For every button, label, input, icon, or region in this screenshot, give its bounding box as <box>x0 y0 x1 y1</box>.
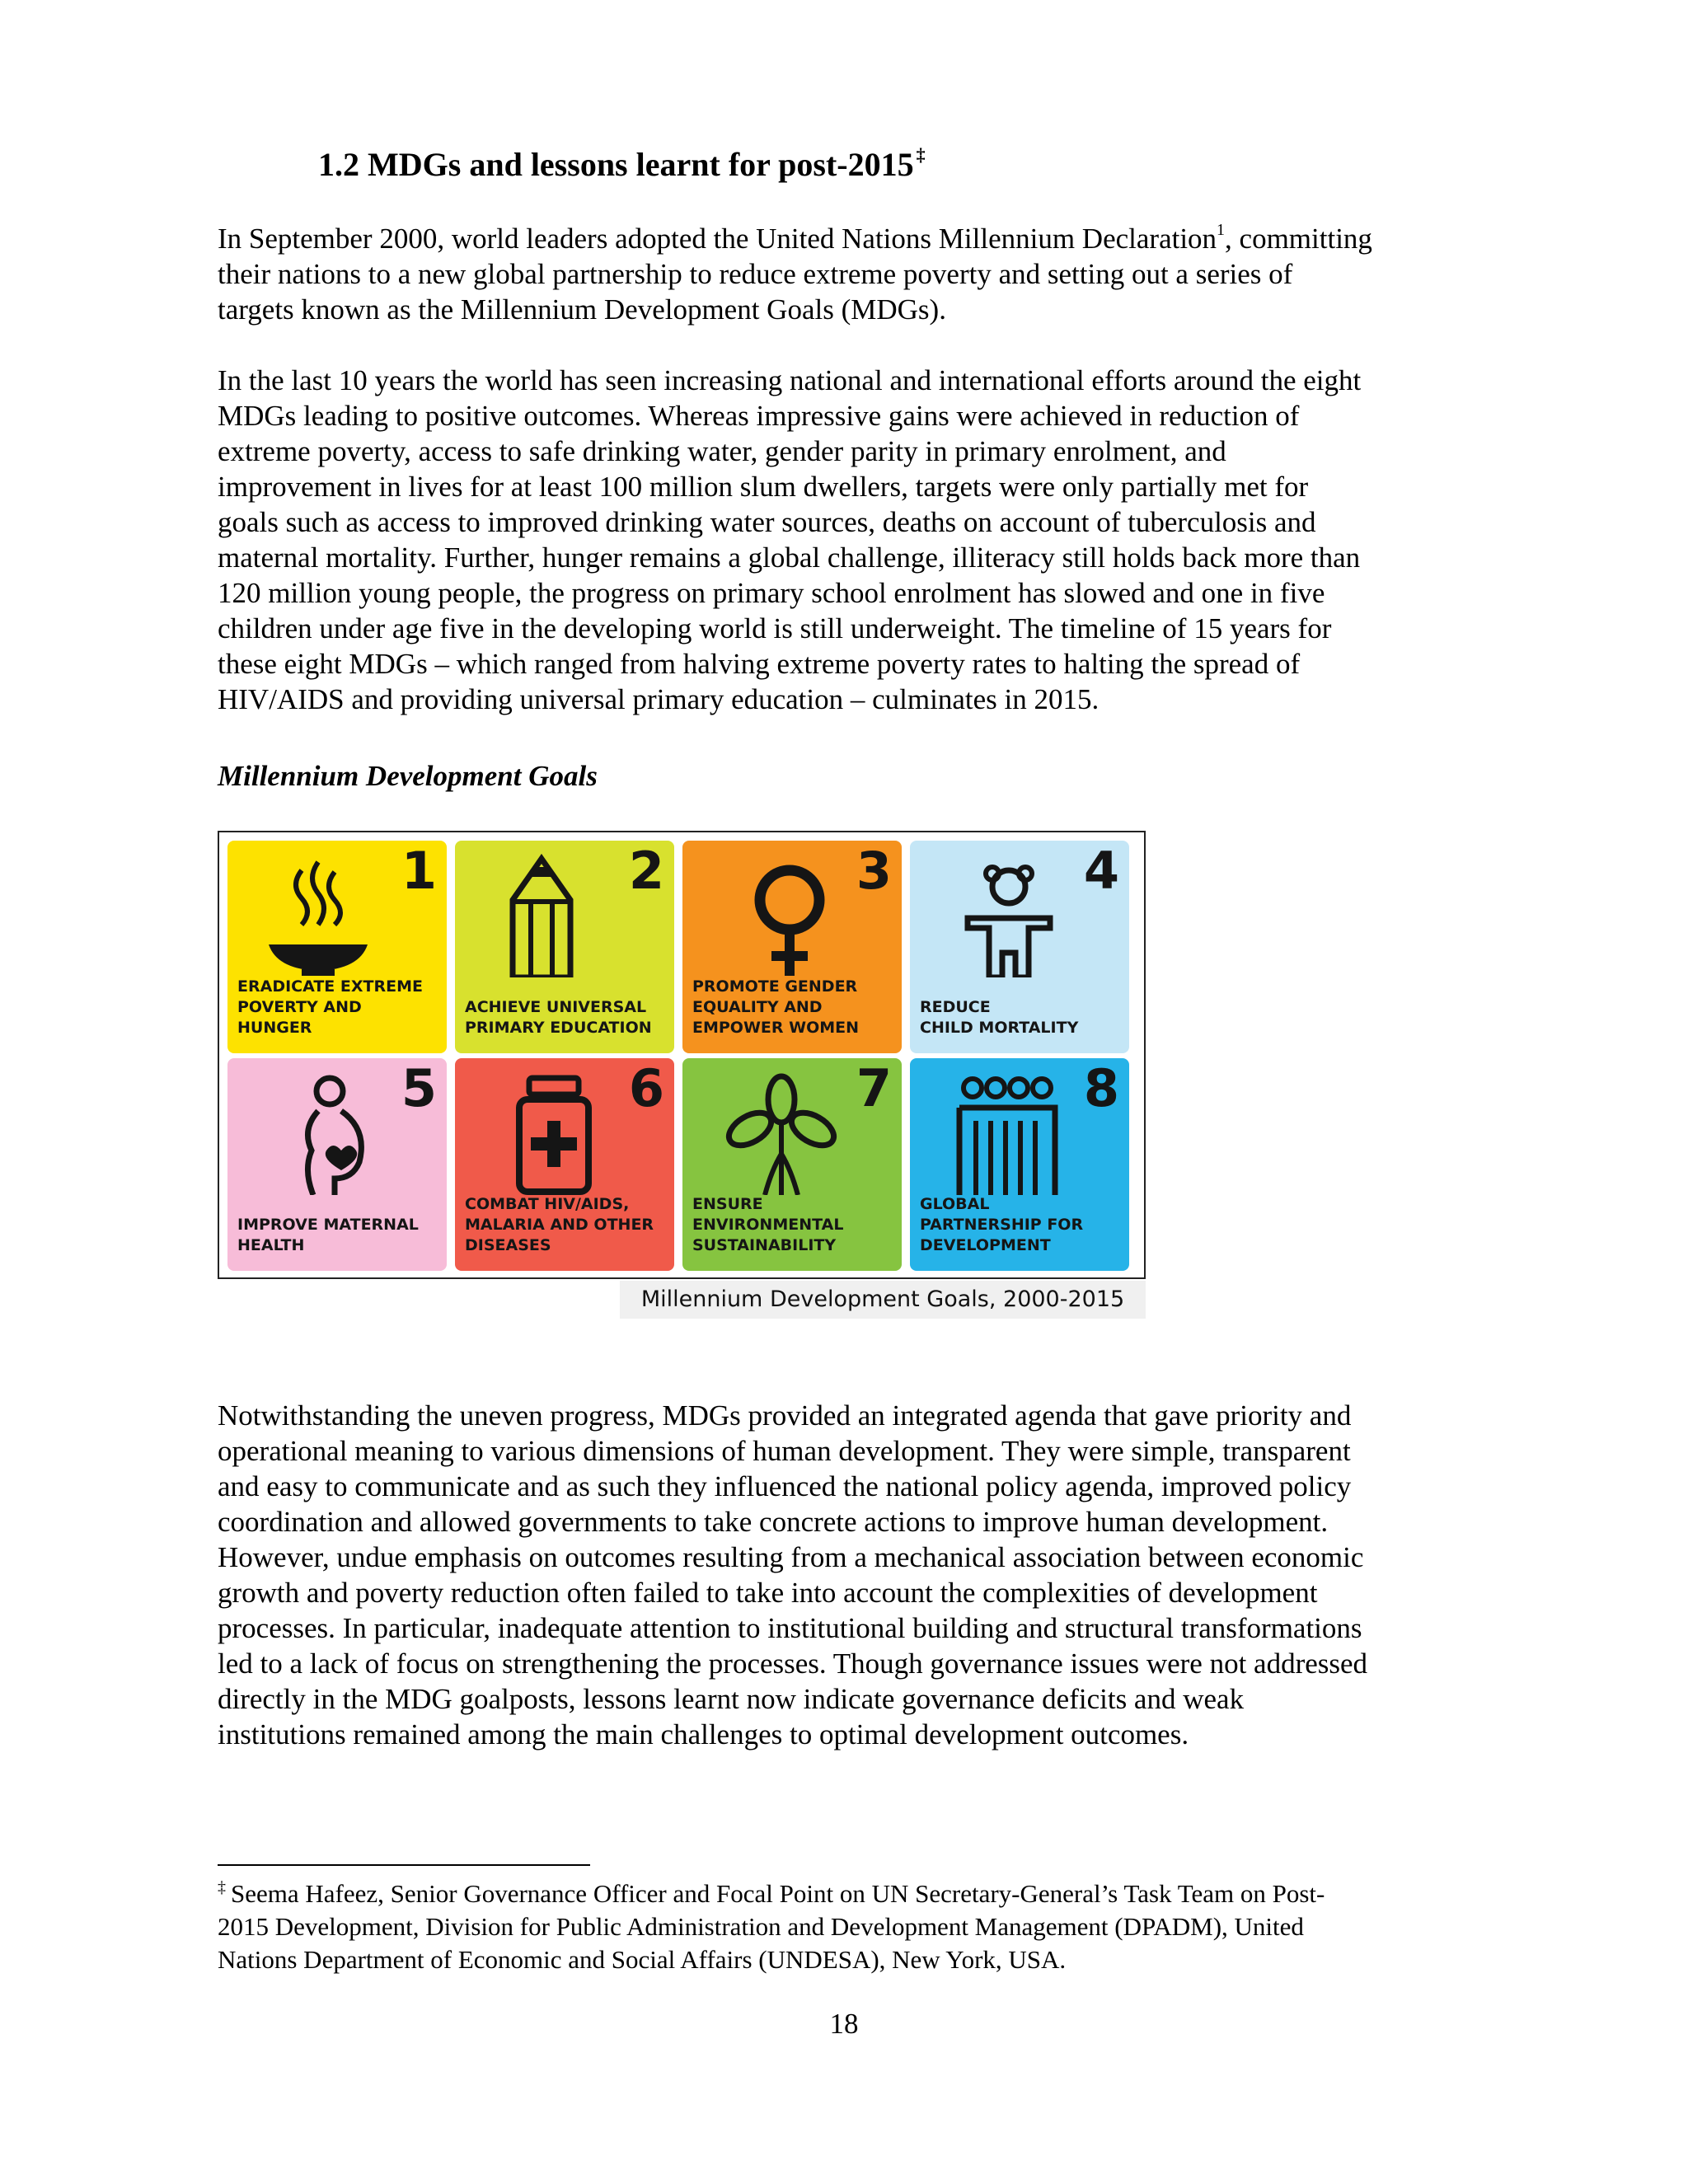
goal-number: 5 <box>401 1058 437 1118</box>
goal-label: ERADICATE EXTREME POVERTY AND HUNGER <box>237 977 423 1037</box>
goal-label: GLOBAL PARTNERSHIP FOR DEVELOPMENT <box>920 1195 1084 1254</box>
paragraph-line: institutions remained among the main challenges to optimal development outcomes. <box>218 1718 1189 1750</box>
footnote-line: 2015 Development, Division for Public Administration and Development Management (DPADM), United <box>218 1912 1304 1941</box>
footnote-line: ‡ Seema Hafeez, Senior Governance Officer and Focal Point on UN Secretary-General’s Task Team on Post- <box>218 1878 1325 1908</box>
paragraph-line: and easy to communicate and as such they influenced the national policy agenda, improved policy <box>218 1470 1352 1502</box>
footnote <box>218 1877 1487 1976</box>
paragraph-2 <box>218 363 1487 717</box>
paragraph-line: directly in the MDG goalposts, lessons learnt now indicate governance deficits and weak <box>218 1683 1245 1715</box>
paragraph-line: However, undue emphasis on outcomes resulting from a mechanical association between economic <box>218 1541 1364 1573</box>
goal-tile-1 <box>227 841 447 1053</box>
bowl-icon <box>244 854 384 977</box>
goal-number: 6 <box>628 1058 664 1118</box>
goal-label: ACHIEVE UNIVERSAL PRIMARY EDUCATION <box>465 998 652 1037</box>
figure-caption: Millennium Development Goals, 2000-2015 <box>620 1281 1146 1319</box>
paragraph-line: MDGs leading to positive outcomes. Whereas impressive gains were achieved in reduction of <box>218 400 1300 432</box>
goal-label: COMBAT HIV/AIDS, MALARIA AND OTHER DISEASES <box>465 1195 654 1254</box>
heading-text: 1.2 MDGs and lessons learnt for post-2015 <box>318 146 914 183</box>
paragraph-line: these eight MDGs – which ranged from halving extreme poverty rates to halting the spread of <box>218 648 1301 680</box>
paragraph-line: their nations to a new global partnership to reduce extreme poverty and setting out a series of <box>218 258 1293 290</box>
pregnant-woman-icon <box>244 1071 384 1195</box>
goal-tile-7 <box>682 1058 902 1271</box>
paragraph-line: maternal mortality. Further, hunger remains a global challenge, illiteracy still holds back more than <box>218 541 1361 574</box>
goal-number: 2 <box>628 841 664 901</box>
goal-tile-4 <box>910 841 1129 1053</box>
goal-tile-2 <box>455 841 674 1053</box>
paragraph-line: HIV/AIDS and providing universal primary education – culminates in 2015. <box>218 683 1100 715</box>
goal-number: 3 <box>856 841 892 901</box>
goal-tile-3 <box>682 841 902 1053</box>
paragraph-line: children under age five in the developing world is still underweight. The timeline of 15 years for <box>218 612 1332 644</box>
goal-label: IMPROVE MATERNAL HEALTH <box>237 1216 419 1254</box>
heading-footnote-marker[interactable]: ‡ <box>916 144 926 165</box>
paragraph-line: coordination and allowed governments to take concrete actions to improve human development. <box>218 1506 1329 1538</box>
paragraph-line: led to a lack of focus on strengthening the processes. Though governance issues were not addressed <box>218 1647 1368 1680</box>
goal-label: PROMOTE GENDER EQUALITY AND EMPOWER WOMEN <box>692 977 860 1037</box>
paragraph-3 <box>218 1398 1487 1752</box>
footnote-divider <box>218 1864 590 1866</box>
pencil-icon <box>471 854 612 977</box>
paragraph-line: In September 2000, world leaders adopted the United Nations Millennium Declaration$^1$, committing <box>218 221 1372 255</box>
section-heading <box>318 145 926 184</box>
figure-title: Millennium Development Goals <box>218 760 598 792</box>
goal-label: REDUCE CHILD MORTALITY <box>920 998 1079 1037</box>
goal-number: 7 <box>856 1058 892 1118</box>
paragraph-line: goals such as access to improved drinking water sources, deaths on account of tuberculosis and <box>218 506 1316 538</box>
paragraph-line: targets known as the Millennium Development Goals (MDGs). <box>218 293 946 326</box>
paragraph-line: extreme poverty, access to safe drinking water, gender parity in primary enrolment, and <box>218 435 1226 467</box>
goal-tile-6 <box>455 1058 674 1271</box>
paragraph-line: 120 million young people, the progress on primary school enrolment has slowed and one in five <box>218 577 1325 609</box>
paragraph-1 <box>218 221 1487 327</box>
goal-number: 4 <box>1083 841 1119 901</box>
goal-tile-8 <box>910 1058 1129 1271</box>
paragraph-line: processes. In particular, inadequate attention to institutional building and structural transformations <box>218 1612 1362 1644</box>
female-symbol-icon <box>699 854 839 977</box>
paragraph-line: In the last 10 years the world has seen increasing national and international efforts around the eight <box>218 364 1362 396</box>
footnote-line: Nations Department of Economic and Social Affairs (UNDESA), New York, USA. <box>218 1945 1067 1974</box>
footnote-reference[interactable]: 1 <box>1217 221 1226 239</box>
child-with-teddy-icon <box>926 854 1067 977</box>
goal-tile-5 <box>227 1058 447 1271</box>
goal-number: 1 <box>401 841 437 901</box>
paragraph-line: improvement in lives for at least 100 million slum dwellers, targets were only partially met for <box>218 471 1309 503</box>
mdg-figure <box>218 831 1146 1279</box>
paragraph-line: Notwithstanding the uneven progress, MDGs provided an integrated agenda that gave priority and <box>218 1399 1352 1432</box>
paragraph-line: operational meaning to various dimensions of human development. They were simple, transparent <box>218 1435 1351 1467</box>
page-number: 18 <box>829 2008 859 2040</box>
footnote-marker: ‡ <box>218 1878 226 1896</box>
plant-icon <box>699 1071 839 1195</box>
goal-number: 8 <box>1083 1058 1119 1118</box>
medicine-jar-icon <box>471 1071 612 1195</box>
people-group-icon <box>926 1071 1067 1195</box>
paragraph-line: growth and poverty reduction often failed to take into account the complexities of development <box>218 1577 1318 1609</box>
goal-label: ENSURE ENVIRONMENTAL SUSTAINABILITY <box>692 1195 844 1254</box>
